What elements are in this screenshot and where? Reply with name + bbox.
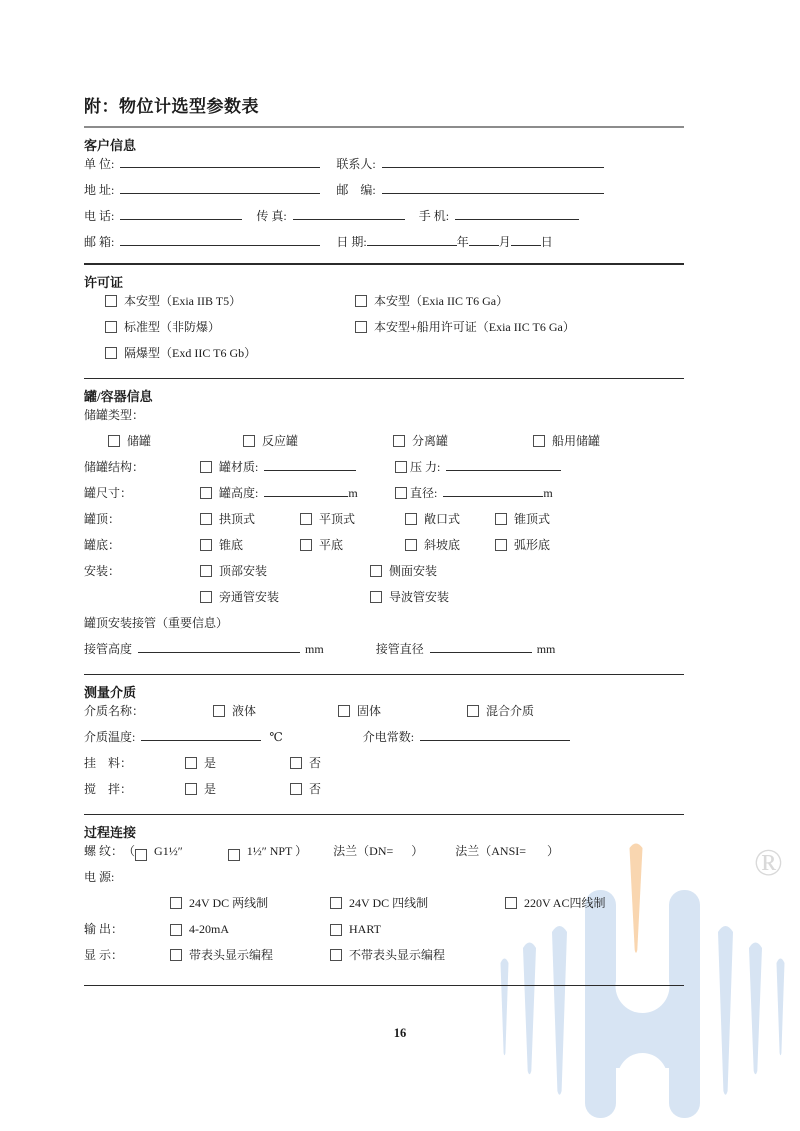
section-customer <box>84 137 684 259</box>
checkbox-thread-g[interactable] <box>135 849 147 861</box>
output-row <box>84 920 684 946</box>
input-line-contact[interactable] <box>382 155 604 168</box>
watermark-bar <box>749 943 762 1075</box>
fax-label: 传 真: <box>256 209 287 223</box>
day-label: 日 <box>540 235 553 249</box>
display-label: 显 示： <box>84 948 124 962</box>
customer-row-address <box>84 181 684 207</box>
checkbox-4-20ma[interactable] <box>170 924 182 936</box>
tank-top-row <box>84 510 684 536</box>
section-medium <box>84 684 684 806</box>
section-divider <box>84 378 684 379</box>
install-option-label: 顶部安装 <box>219 564 268 578</box>
mobile-label: 手 机: <box>418 209 450 223</box>
checkbox-flat-roof[interactable] <box>300 513 312 525</box>
checkbox-tank-height[interactable] <box>200 487 212 499</box>
input-line-nozzle-height[interactable] <box>138 640 300 653</box>
power-option-label: 220V AC四线制 <box>524 896 606 910</box>
tank-bottom-row <box>84 536 684 562</box>
power-label-row <box>84 868 684 894</box>
input-line-tank-diameter[interactable] <box>443 484 543 497</box>
tank-top-option-label: 锥顶式 <box>514 512 551 526</box>
input-line-medium-temp[interactable] <box>141 728 261 741</box>
checkbox-tank-diameter[interactable] <box>395 487 407 499</box>
install-option <box>370 562 437 579</box>
checkbox-without-display[interactable] <box>330 949 342 961</box>
tank-structure-row <box>84 458 684 484</box>
license-option-label: 本安型（Exia IIC T6 Ga） <box>374 294 509 308</box>
tank-type-option <box>393 432 533 449</box>
tank-top-option <box>405 510 495 527</box>
medium-temp-label: 介质温度: <box>84 730 136 744</box>
checkbox-top-mount[interactable] <box>200 565 212 577</box>
tank-top-option-label: 敞口式 <box>424 512 461 526</box>
process-heading: 过程连接 <box>84 825 137 840</box>
form-content <box>84 0 684 986</box>
tank-material-label: 罐材质: <box>219 460 259 474</box>
checkbox-buildup-no[interactable] <box>290 757 302 769</box>
medium-name-label: 介质名称： <box>84 704 145 718</box>
license-option <box>105 318 355 335</box>
checkbox-bypass-pipe-mount[interactable] <box>200 591 212 603</box>
customer-row-email-date <box>84 233 684 259</box>
power-option-label: 24V DC 四线制 <box>349 896 429 910</box>
no-label: 否 <box>309 756 322 770</box>
input-line-fax[interactable] <box>293 207 405 220</box>
thread-option-label: 1½″ NPT ） <box>246 844 308 858</box>
nozzle-diameter-label: 接管直径 <box>375 642 424 656</box>
month-label: 月 <box>498 235 511 249</box>
tank-bottom-option-label: 弧形底 <box>514 538 551 552</box>
checkbox-cone-bottom[interactable] <box>200 539 212 551</box>
checkbox-with-display[interactable] <box>170 949 182 961</box>
checkbox-exd-iic-t6-gb[interactable] <box>105 347 117 359</box>
tank-type-option-label: 反应罐 <box>262 434 299 448</box>
date-label: 日 期: <box>336 235 367 249</box>
tank-diameter-label: 直径: <box>410 486 438 500</box>
input-line-tank-material[interactable] <box>264 458 356 471</box>
input-line-phone[interactable] <box>120 207 242 220</box>
tank-type-option <box>243 432 393 449</box>
output-option-label: HART <box>349 922 381 936</box>
checkbox-arc-bottom[interactable] <box>495 539 507 551</box>
celsius-unit: ℃ <box>269 730 283 744</box>
tank-bottom-option <box>495 536 550 553</box>
tank-type-label: 储罐类型： <box>84 408 145 422</box>
tank-install-row-2 <box>84 588 684 614</box>
customer-heading: 客户信息 <box>84 138 137 153</box>
input-line-address[interactable] <box>120 181 320 194</box>
address-label: 地 址: <box>84 183 115 197</box>
stirring-yes <box>185 780 290 797</box>
tank-top-option <box>300 510 405 527</box>
checkbox-separation-tank[interactable] <box>393 435 405 447</box>
checkbox-slope-bottom[interactable] <box>405 539 417 551</box>
input-line-nozzle-diameter[interactable] <box>430 640 532 653</box>
install-option <box>370 588 449 605</box>
medium-option-label: 液体 <box>232 704 257 718</box>
buildup-no <box>290 754 321 771</box>
tank-type-option-label: 储罐 <box>127 434 152 448</box>
tank-bottom-option-label: 斜坡底 <box>424 538 461 552</box>
checkbox-storage-tank[interactable] <box>108 435 120 447</box>
watermark-bottom-arch-stem <box>618 1078 668 1131</box>
tank-structure-label: 储罐结构： <box>84 460 145 474</box>
input-line-zip[interactable] <box>382 181 604 194</box>
checkbox-exia-iic-t6-ga[interactable] <box>355 295 367 307</box>
customer-row-phone <box>84 207 684 233</box>
thread-label: 螺 纹： <box>84 844 124 858</box>
medium-option <box>467 702 534 719</box>
input-line-tank-pressure[interactable] <box>446 458 561 471</box>
medium-heading: 测量介质 <box>84 685 137 700</box>
section-divider <box>84 263 684 265</box>
thread-row <box>84 842 684 868</box>
license-option <box>105 292 355 309</box>
checkbox-side-mount[interactable] <box>370 565 382 577</box>
power-label: 电 源: <box>84 870 115 884</box>
medium-name-row <box>84 702 684 728</box>
install-option-label: 导波管安装 <box>389 590 450 604</box>
display-row <box>84 946 684 972</box>
stirring-label: 搅 拌： <box>84 782 133 796</box>
nozzle-dims-row <box>84 640 684 666</box>
title-divider <box>84 126 684 128</box>
tank-pressure-label: 压 力: <box>410 460 441 474</box>
checkbox-liquid[interactable] <box>213 705 225 717</box>
tank-install-label: 安装： <box>84 564 121 578</box>
buildup-row <box>84 754 684 780</box>
license-option <box>355 318 575 335</box>
checkbox-mixed-medium[interactable] <box>467 705 479 717</box>
tank-size-label: 罐尺寸： <box>84 486 133 500</box>
checkbox-solid[interactable] <box>338 705 350 717</box>
checkbox-reaction-tank[interactable] <box>243 435 255 447</box>
checkbox-buildup-yes[interactable] <box>185 757 197 769</box>
install-option-label: 旁通管安装 <box>219 590 280 604</box>
checkbox-hart[interactable] <box>330 924 342 936</box>
checkbox-thread-npt[interactable] <box>228 849 240 861</box>
tank-install-row-1 <box>84 562 684 588</box>
output-label: 输 出： <box>84 922 124 936</box>
power-option <box>170 894 330 911</box>
tank-bottom-option <box>405 536 495 553</box>
display-option-label: 带表头显示编程 <box>189 948 274 962</box>
checkbox-exia-iib-t5[interactable] <box>105 295 117 307</box>
tank-bottom-option-label: 锥底 <box>219 538 244 552</box>
section-divider <box>84 814 684 815</box>
checkbox-dome-roof[interactable] <box>200 513 212 525</box>
tank-top-option-label: 拱顶式 <box>219 512 256 526</box>
nozzle-height-label: 接管高度 <box>84 642 133 656</box>
meter-unit: m <box>348 486 358 500</box>
power-options-row <box>84 894 684 920</box>
flange-ansi-label: 法兰（ANSI= ） <box>455 844 560 858</box>
unit-label: 单 位: <box>84 157 115 171</box>
nozzle-note: 罐顶安装接管（重要信息） <box>84 616 229 630</box>
display-option <box>330 946 445 963</box>
tank-top-option-label: 平顶式 <box>319 512 356 526</box>
tank-type-option-label: 船用储罐 <box>552 434 601 448</box>
install-option <box>200 562 370 579</box>
output-option <box>170 922 330 937</box>
contact-label: 联系人: <box>336 157 376 171</box>
flange-dn-label: 法兰（DN= ） <box>333 844 424 858</box>
page-number: 16 <box>393 1026 407 1040</box>
input-line-email[interactable] <box>120 233 320 246</box>
tank-type-option-label: 分离罐 <box>412 434 449 448</box>
license-option-label: 本安型+船用许可证（Exia IIC T6 Ga） <box>374 320 575 334</box>
power-option <box>330 894 505 911</box>
tank-bottom-label: 罐底： <box>84 538 121 552</box>
input-line-tank-height[interactable] <box>264 484 348 497</box>
checkbox-marine-tank[interactable] <box>533 435 545 447</box>
section-tank <box>84 388 684 666</box>
checkbox-24v-dc-4wire[interactable] <box>330 897 342 909</box>
medium-option-label: 固体 <box>357 704 382 718</box>
medium-temp-row <box>84 728 684 754</box>
checkbox-stirring-no[interactable] <box>290 783 302 795</box>
customer-row-unit <box>84 155 684 181</box>
license-heading: 许可证 <box>84 275 124 290</box>
tank-height-field <box>200 484 395 501</box>
input-line-month[interactable] <box>469 233 499 246</box>
section-license <box>84 274 684 370</box>
checkbox-stirring-yes[interactable] <box>185 783 197 795</box>
mm-unit: mm <box>305 642 324 656</box>
license-option-label: 隔爆型（Exd IIC T6 Gb） <box>124 346 257 360</box>
year-label: 年 <box>456 235 469 249</box>
display-option <box>170 946 330 963</box>
tank-material-field <box>200 458 395 475</box>
medium-option-label: 混合介质 <box>486 704 535 718</box>
yes-label: 是 <box>204 756 217 770</box>
checkbox-24v-dc-2wire[interactable] <box>170 897 182 909</box>
display-option-label: 不带表头显示编程 <box>349 948 446 962</box>
output-option <box>330 922 381 937</box>
checkbox-open-roof[interactable] <box>405 513 417 525</box>
input-line-year[interactable] <box>367 233 457 246</box>
license-row-2 <box>84 318 684 344</box>
tank-diameter-field <box>395 484 553 501</box>
tank-top-option <box>200 510 300 527</box>
medium-option <box>338 702 467 719</box>
tank-top-option <box>495 510 550 527</box>
input-line-unit[interactable] <box>120 155 320 168</box>
tank-heading: 罐/容器信息 <box>84 389 153 404</box>
license-option <box>355 292 508 309</box>
page-title: 附：物位计选型参数表 <box>84 97 259 116</box>
checkbox-flat-bottom[interactable] <box>300 539 312 551</box>
checkbox-tank-pressure[interactable] <box>395 461 407 473</box>
email-label: 邮 箱: <box>84 235 115 249</box>
tank-type-label-row <box>84 406 684 432</box>
license-option-label: 本安型（Exia IIB T5） <box>124 294 242 308</box>
tank-pressure-field <box>395 458 561 475</box>
registered-trademark-icon: ® <box>754 842 783 884</box>
stirring-row <box>84 780 684 806</box>
input-line-dielectric[interactable] <box>420 728 570 741</box>
phone-label: 电 话: <box>84 209 115 223</box>
checkbox-tank-material[interactable] <box>200 461 212 473</box>
checkbox-marine-license[interactable] <box>355 321 367 333</box>
tank-bottom-option <box>200 536 300 553</box>
license-row-1 <box>84 292 684 318</box>
output-option-label: 4-20mA <box>189 922 229 936</box>
section-divider <box>84 674 684 675</box>
open-paren: （ <box>123 844 136 858</box>
section-process <box>84 824 684 972</box>
checkbox-cone-roof[interactable] <box>495 513 507 525</box>
zip-label: 邮 编: <box>336 183 376 197</box>
checkbox-stilling-well-mount[interactable] <box>370 591 382 603</box>
input-line-day[interactable] <box>511 233 541 246</box>
input-line-mobile[interactable] <box>455 207 579 220</box>
no-label: 否 <box>309 782 322 796</box>
install-option <box>200 588 370 605</box>
tank-height-label: 罐高度: <box>219 486 259 500</box>
tank-type-option <box>108 432 243 449</box>
thread-option-label: G1½″ <box>154 844 183 858</box>
checkbox-220v-ac-4wire[interactable] <box>505 897 517 909</box>
tank-bottom-option <box>300 536 405 553</box>
dielectric-label: 介电常数: <box>362 730 415 744</box>
watermark-bar <box>718 926 733 1095</box>
power-option <box>505 894 605 911</box>
tank-type-option <box>533 432 600 449</box>
section-divider <box>84 985 684 986</box>
nozzle-note-row <box>84 614 684 640</box>
yes-label: 是 <box>204 782 217 796</box>
license-row-3 <box>84 344 684 370</box>
tank-bottom-option-label: 平底 <box>319 538 344 552</box>
buildup-yes <box>185 754 290 771</box>
install-option-label: 侧面安装 <box>389 564 438 578</box>
license-option-label: 标准型（非防爆） <box>124 320 221 334</box>
stirring-no <box>290 780 321 797</box>
buildup-label: 挂 料： <box>84 756 133 770</box>
checkbox-standard-type[interactable] <box>105 321 117 333</box>
medium-option <box>213 702 338 719</box>
power-option-label: 24V DC 两线制 <box>189 896 269 910</box>
tank-top-label: 罐顶： <box>84 512 121 526</box>
tank-size-row <box>84 484 684 510</box>
tank-type-options-row <box>84 432 684 458</box>
meter-unit: m <box>543 486 553 500</box>
license-option <box>105 344 256 361</box>
mm-unit: mm <box>536 642 556 656</box>
